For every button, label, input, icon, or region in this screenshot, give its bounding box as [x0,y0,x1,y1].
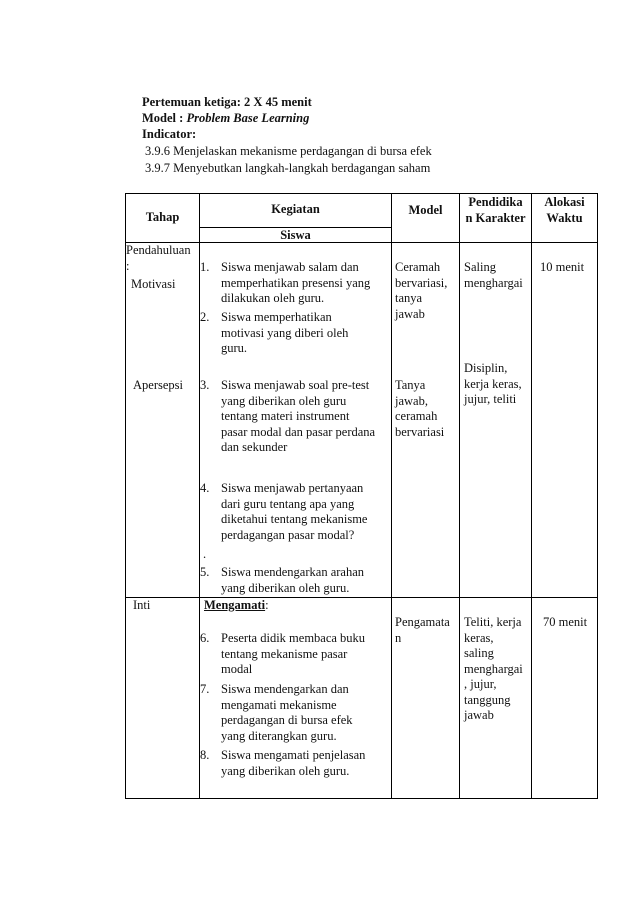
header-alokasi: Alokasi Waktu [544,195,585,225]
stage-motivasi: Motivasi [131,277,176,291]
waktu-inti: 70 menit [543,615,588,629]
model-value: Problem Base Learning [186,111,310,125]
model-cell-inti: Pengamata n [395,615,450,645]
model-cell-a: Ceramah bervariasi, tanya jawab [395,260,448,321]
section-divider [125,597,597,598]
table-bottom-border [125,798,597,799]
stray-dot: . [203,547,207,561]
model-line [142,110,309,126]
header-pendidikan: Pendidika n Karakter [465,195,526,225]
waktu-pendahuluan: 10 menit [540,260,585,274]
indicator-item-2: 3.9.7 Menyebutkan langkah-langkah berdagangan saham [145,161,431,175]
model-prefix: Model : [142,111,187,125]
col-divider-2 [391,193,392,799]
model-cell-b: Tanya jawab, ceramah bervariasi [395,378,445,439]
col-divider-3 [459,193,460,799]
karakter-cell-inti: Teliti, kerja keras, saling menghargai , jujur, tanggung jawab [464,615,523,722]
header-siswa: Siswa [280,228,311,242]
stage-inti: Inti [133,598,151,612]
header-kegiatan: Kegiatan [271,202,320,216]
meeting-title: Pertemuan ketiga: 2 X 45 menit [142,95,312,109]
karakter-cell-a: Saling menghargai [464,260,523,290]
table-left-border [125,193,126,799]
karakter-cell-b: Disiplin, kerja keras, jujur, teliti [464,361,522,406]
stage-pendahuluan-colon: : [126,259,130,273]
header-model: Model [408,203,443,217]
stage-pendahuluan: Pendahuluan [126,243,191,257]
header-tahap: Tahap [145,210,180,224]
mengamati-heading: Mengamati: [204,598,269,612]
table-right-border [597,193,598,799]
stage-apersepsi: Apersepsi [133,378,183,392]
indicator-item-1: 3.9.6 Menjelaskan mekanisme perdagangan di bursa efek [145,144,432,158]
indicator-heading: Indicator: [142,127,197,141]
col-divider-4 [531,193,532,799]
